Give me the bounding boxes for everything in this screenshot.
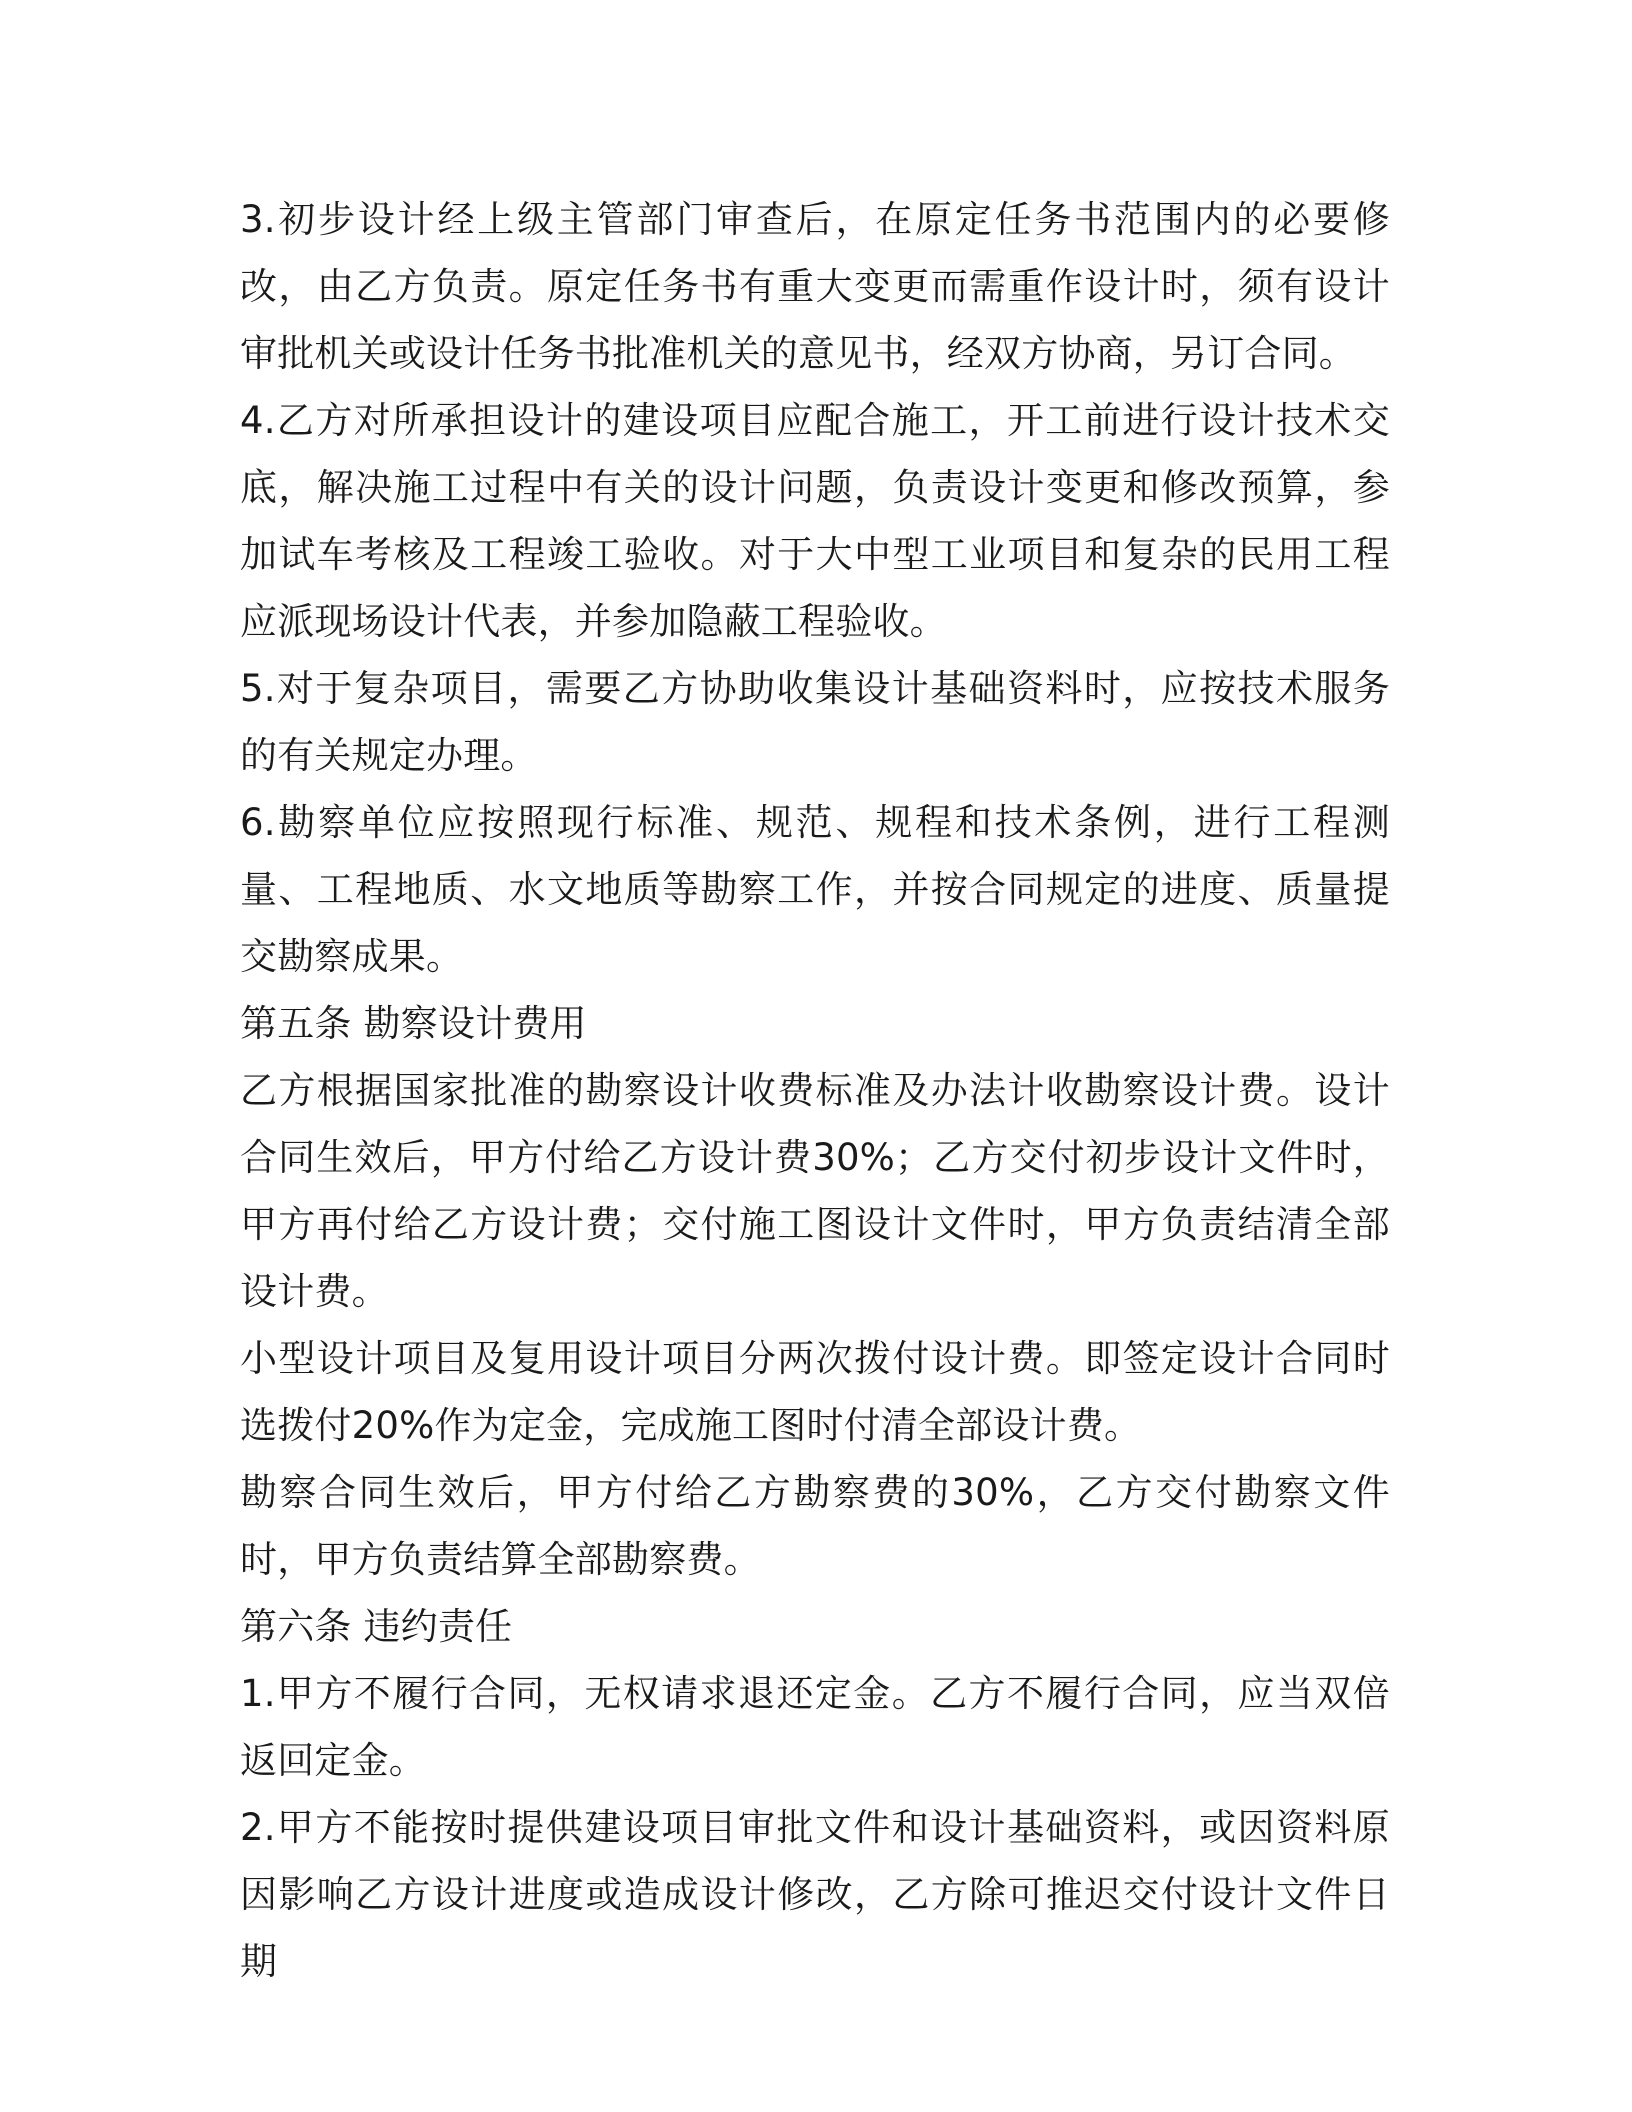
- fee-paragraph-small-projects: 小型设计项目及复用设计项目分两次拨付设计费。即签定设计合同时选拨付20%作为定金，完成施工图时付清全部设计费。: [240, 1337, 1390, 1447]
- liability-paragraph-2: 2.甲方不能按时提供建设项目审批文件和设计基础资料，或因资料原因影响乙方设计进度或造成设计修改，乙方除可推迟交付设计文件日期: [240, 1806, 1390, 1983]
- clause-4-paragraph: 4.乙方对所承担设计的建设项目应配合施工，开工前进行设计技术交底，解决施工过程中有关的设计问题，负责设计变更和修改预算，参加试车考核及工程竣工验收。对于大中型工业项目和复杂的民用工程应派现场设计代表，并参加隐蔽工程验收。: [240, 399, 1390, 643]
- fee-paragraph-design: 乙方根据国家批准的勘察设计收费标准及办法计收勘察设计费。设计合同生效后，甲方付给乙方设计费30%；乙方交付初步设计文件时，甲方再付给乙方设计费；交付施工图设计文件时，甲方负责结清全部设计费。: [240, 1069, 1390, 1313]
- fee-paragraph-survey: 勘察合同生效后，甲方付给乙方勘察费的30%，乙方交付勘察文件时，甲方负责结算全部勘察费。: [240, 1471, 1390, 1581]
- clause-6-paragraph: 6.勘察单位应按照现行标准、规范、规程和技术条例，进行工程测量、工程地质、水文地质等勘察工作，并按合同规定的进度、质量提交勘察成果。: [240, 801, 1390, 978]
- clause-5-paragraph: 5.对于复杂项目，需要乙方协助收集设计基础资料时，应按技术服务的有关规定办理。: [240, 667, 1390, 777]
- article-6-heading: 第六条 违约责任: [240, 1605, 513, 1648]
- article-5-heading: 第五条 勘察设计费用: [240, 1002, 587, 1045]
- clause-3-paragraph: 3.初步设计经上级主管部门审查后，在原定任务书范围内的必要修改，由乙方负责。原定任务书有重大变更而需重作设计时，须有设计审批机关或设计任务书批准机关的意见书，经双方协商，另订合同。: [240, 198, 1390, 375]
- document-body: [240, 186, 1390, 1995]
- liability-paragraph-1: 1.甲方不履行合同，无权请求退还定金。乙方不履行合同，应当双倍返回定金。: [240, 1672, 1390, 1782]
